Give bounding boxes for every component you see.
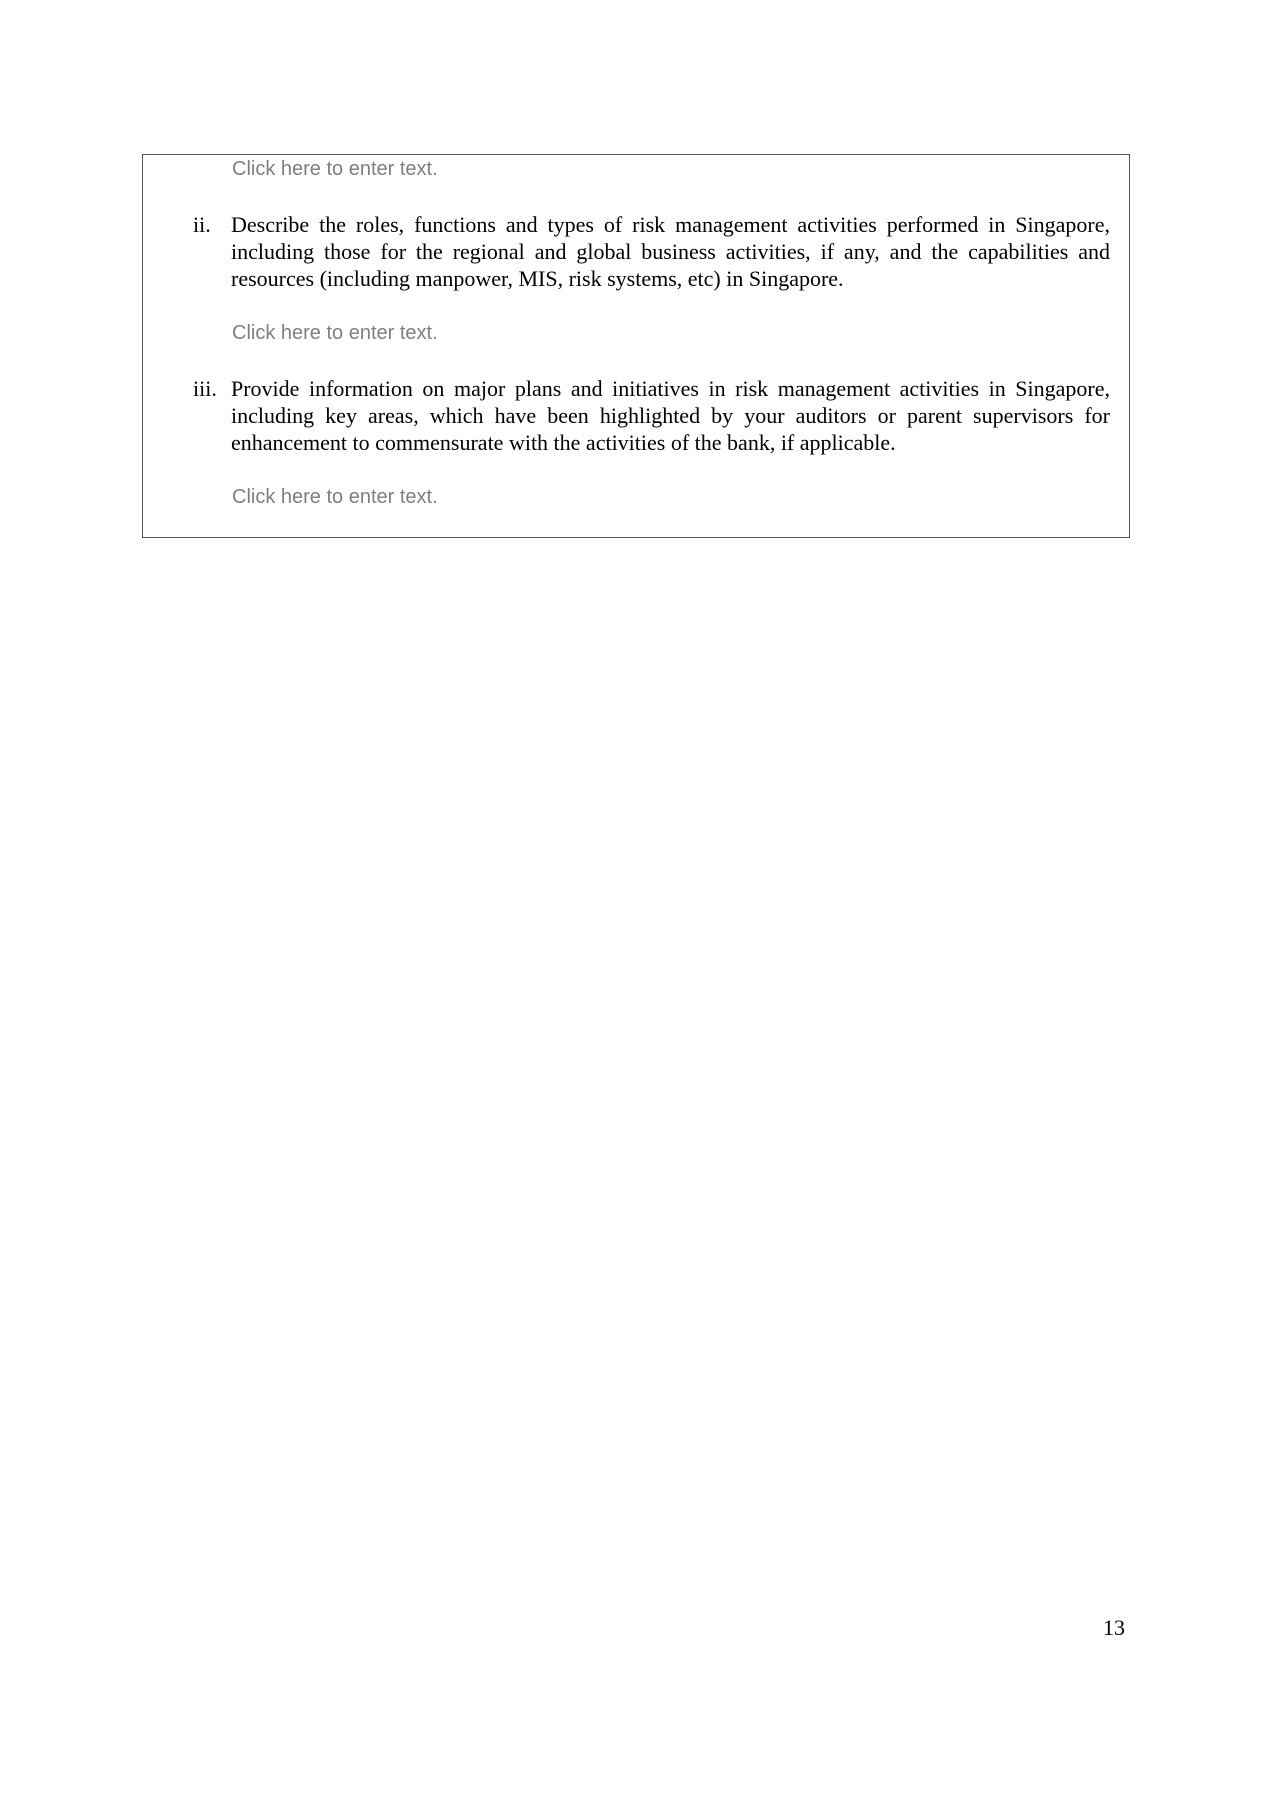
question-iii-number: iii.	[193, 376, 217, 401]
question-ii-text: Describe the roles, functions and types of risk management activities performed in Singapore, including those for the regional and global business activities, if any, and the capabilities and resources (including manpower, MIS, risk systems, etc) in Singapore.	[231, 212, 1110, 291]
page-number: 13	[1103, 1615, 1125, 1640]
question-iii-text: Provide information on major plans and initiatives in risk management activities in Singapore, including key areas, which have been highlighted by your auditors or parent supervisors for enhancement to commensurate with the activities of the bank, if applicable.	[231, 376, 1110, 455]
question-ii	[193, 211, 1110, 292]
answer-field-1[interactable]: Click here to enter text.	[232, 158, 438, 180]
answer-field-iii[interactable]: Click here to enter text.	[232, 486, 438, 508]
answer-field-ii[interactable]: Click here to enter text.	[232, 322, 438, 344]
form-box	[142, 154, 1130, 538]
question-iii	[193, 375, 1110, 456]
question-ii-number: ii.	[193, 212, 211, 237]
